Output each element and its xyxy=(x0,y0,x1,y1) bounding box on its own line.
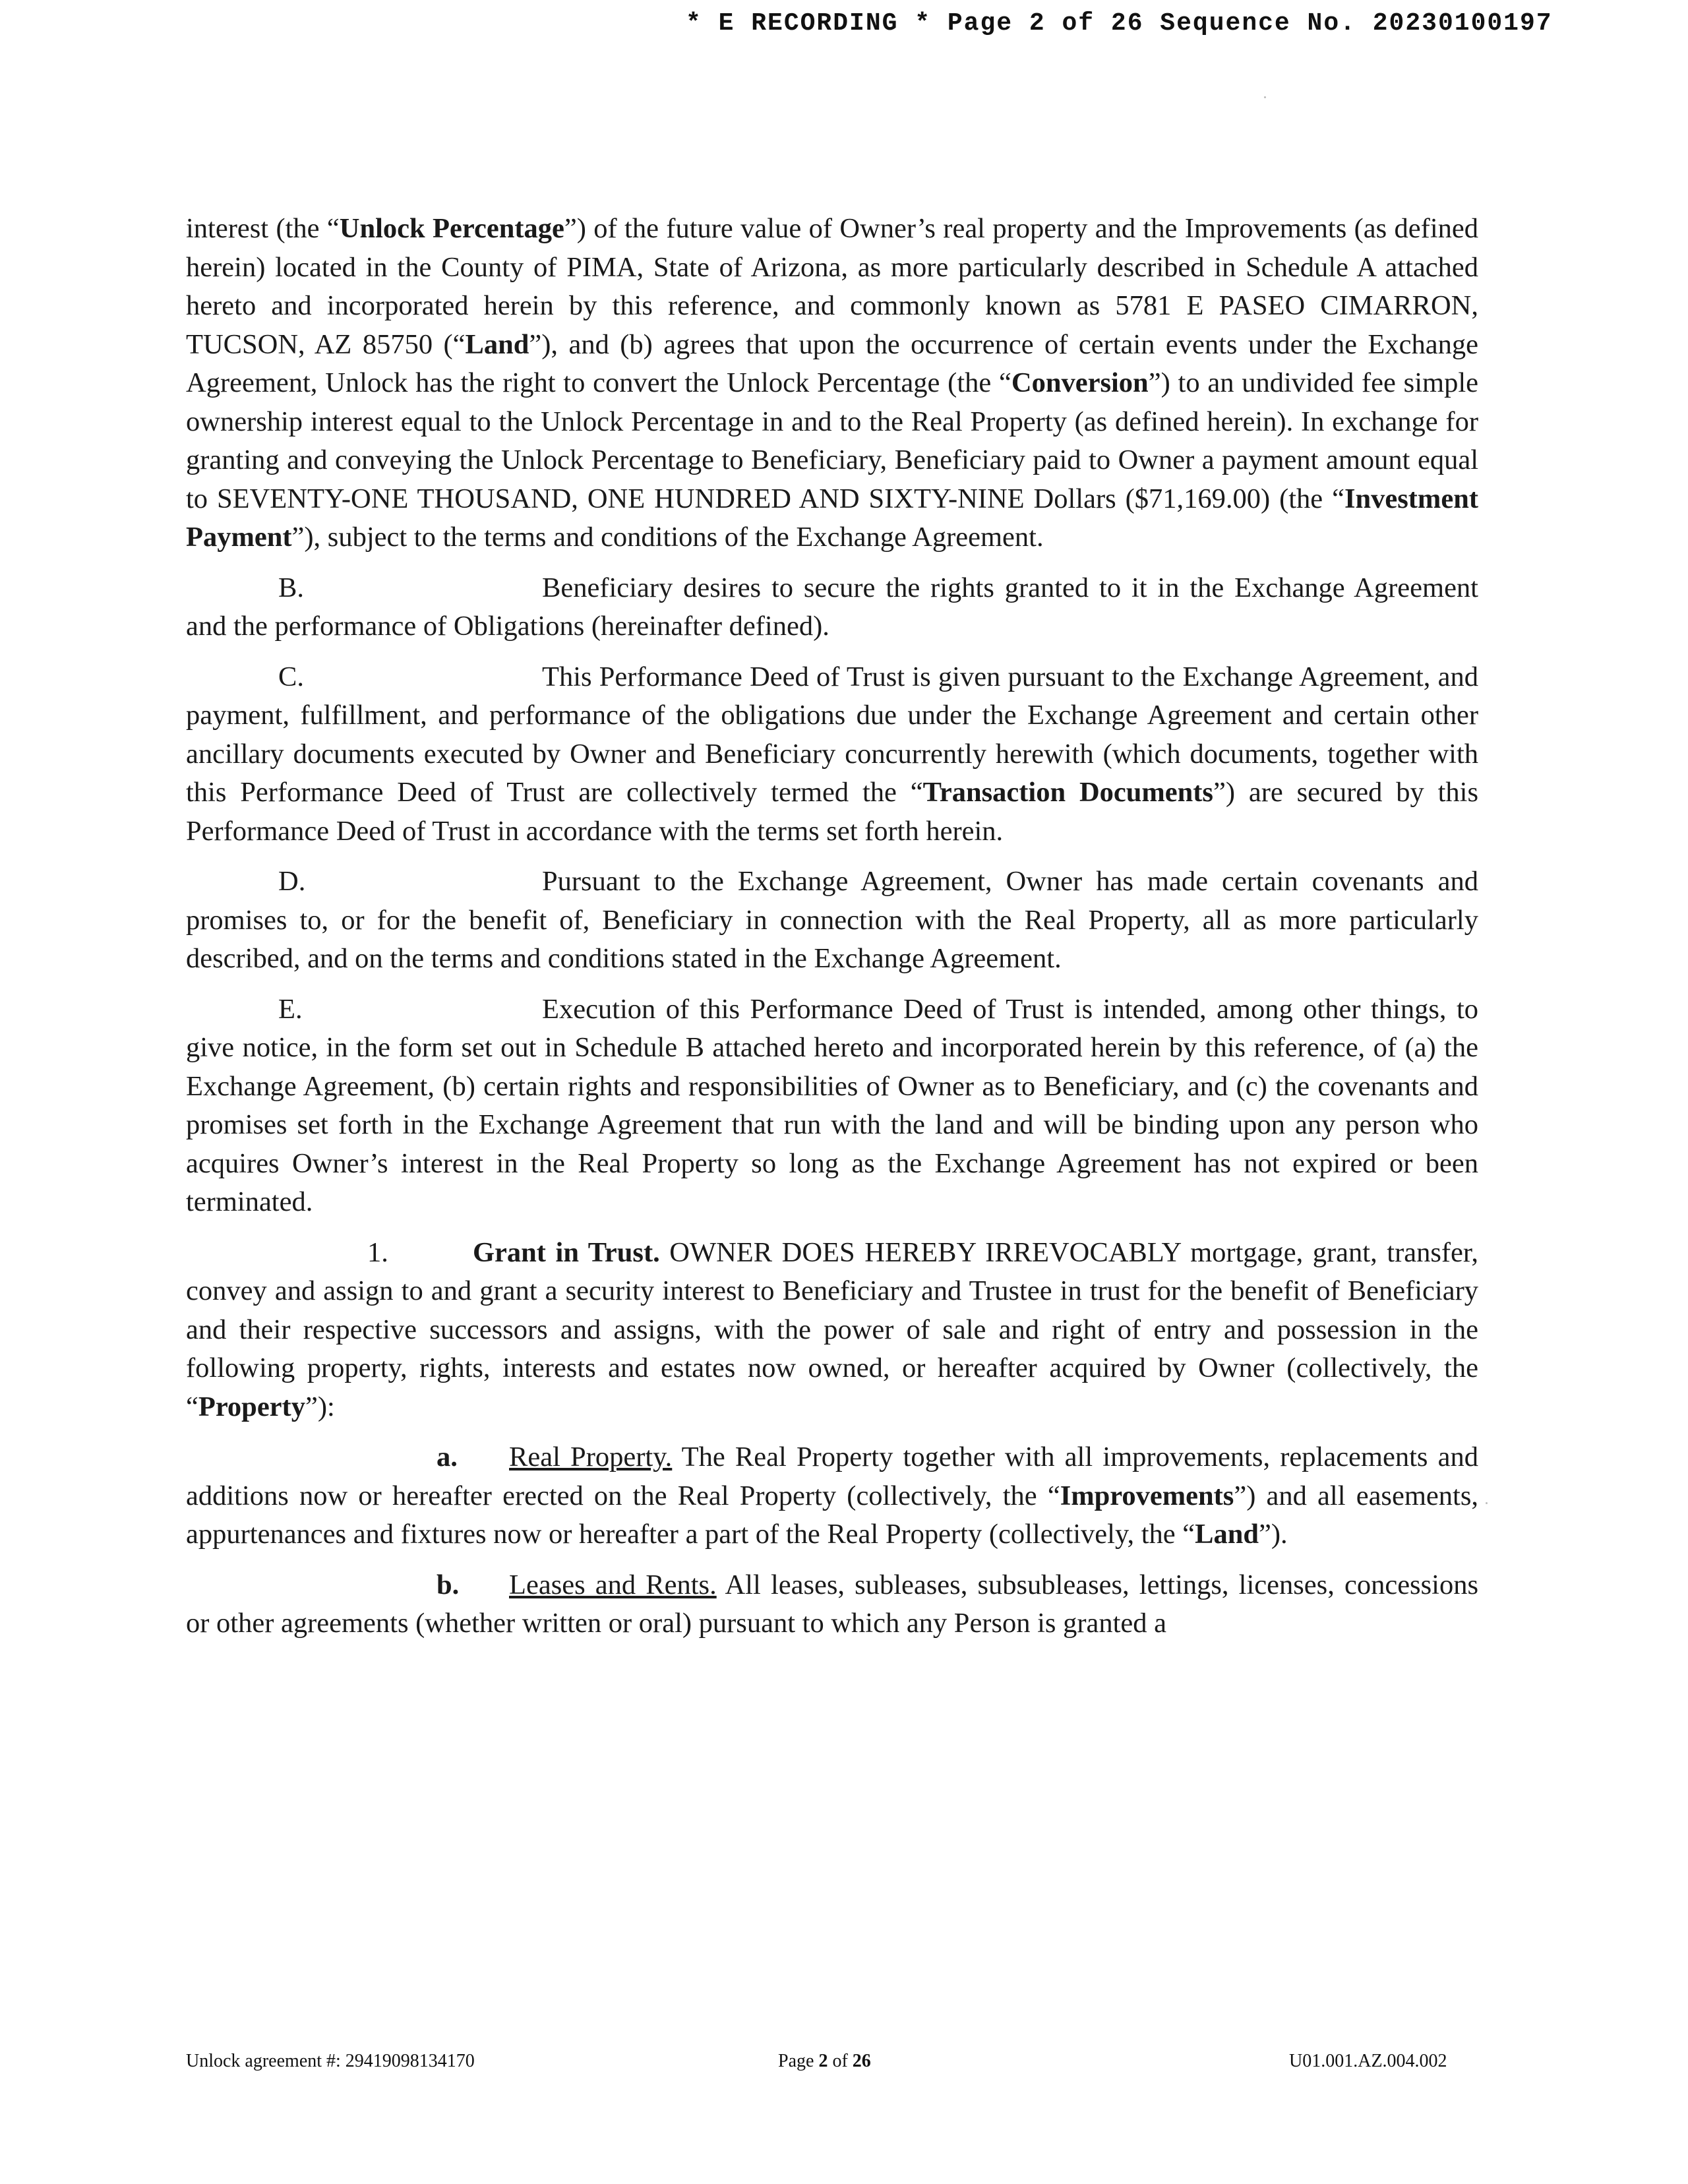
footer-agreement-number: Unlock agreement #: 29419098134170 xyxy=(186,2051,475,2071)
subsection-a-title: Real Property. xyxy=(509,1441,673,1472)
subsection-real-property: a. Real Property. The Real Property together with all improvements, replacements and additions now or hereafter erected on the Real Property (collectively, the “Improvements”) and all easements, appurtenances and fixtures now or hereafter a part of the Real Property (collectively, the “Land”). xyxy=(186,1438,1478,1554)
paragraph-b: B. Beneficiary desires to secure the rights granted to it in the Exchange Agreement and the performance of Obligations (hereinafter defined). xyxy=(186,569,1478,646)
document-body xyxy=(186,210,1478,1655)
paragraph-c: C. This Performance Deed of Trust is given pursuant to the Exchange Agreement, and payment, fulfillment, and performance of the obligations due under the Exchange Agreement and certain other ancillary documents executed by Owner and Beneficiary concurrently herewith (which documents, together with this Performance Deed of Trust are collectively termed the “Transaction Documents”) are secured by this Performance Deed of Trust in accordance with the terms set forth herein. xyxy=(186,658,1478,851)
term-investment-payment: Investment Payment xyxy=(186,483,1478,553)
term-conversion: Conversion xyxy=(1011,367,1149,398)
scan-speck xyxy=(1486,1502,1488,1504)
footer-page-number: Page 2 of 26 xyxy=(778,2051,871,2071)
paragraph-d-label: D. xyxy=(278,866,306,897)
subsection-leases-rents: b. Leases and Rents. All leases, subleases, subsubleases, lettings, licenses, concessions or other agreements (whether written or oral) pursuant to which any Person is granted a xyxy=(186,1566,1478,1643)
paragraph-b-label: B. xyxy=(278,572,304,603)
subsection-a-label: a. xyxy=(437,1441,458,1472)
paragraph-e: E. Execution of this Performance Deed of Trust is intended, among other things, to give notice, in the form set out in Schedule B attached hereto and incorporated herein by this reference, of (a) the Exchange Agreement, (b) certain rights and responsibilities of Owner as to Beneficiary, and (c) the covenants and promises set forth in the Exchange Agreement that run with the land and will be binding upon any person who acquires Owner’s interest in the Real Property so long as the Exchange Agreement has not expired or been terminated. xyxy=(186,990,1478,1222)
paragraph-a-continued: interest (the “Unlock Percentage”) of the future value of Owner’s real property and the Improvements (as defined herein) located in the County of PIMA, State of Arizona, as more particularly described in Schedule A attached hereto and incorporated herein by this reference, and commonly known as 5781 E PASEO CIMARRON, TUCSON, AZ 85750 (“Land”), and (b) agrees that upon the occurrence of certain events under the Exchange Agreement, Unlock has the right to convert the Unlock Percentage (the “Conversion”) to an undivided fee simple ownership interest equal to the Unlock Percentage in and to the Real Property (as defined herein). In exchange for granting and conveying the Unlock Percentage to Beneficiary, Beneficiary paid to Owner a payment amount equal to SEVENTY-ONE THOUSAND, ONE HUNDRED AND SIXTY-NINE Dollars ($71,169.00) (the “Investment Payment”), subject to the terms and conditions of the Exchange Agreement. xyxy=(186,213,1479,553)
section-number: 1. xyxy=(367,1236,388,1268)
term-improvements: Improvements xyxy=(1060,1480,1234,1511)
term-land: Land xyxy=(465,328,529,360)
paragraph-c-label: C. xyxy=(278,661,304,692)
subsection-b-title: Leases and Rents. xyxy=(509,1569,717,1600)
subsection-b-label: b. xyxy=(437,1569,460,1600)
paragraph-d: D. Pursuant to the Exchange Agreement, Owner has made certain covenants and promises to, or for the benefit of, Beneficiary in connection with the Real Property, all as more particularly described, and on the terms and conditions stated in the Exchange Agreement. xyxy=(186,863,1478,979)
footer-document-code: U01.001.AZ.004.002 xyxy=(1289,2051,1447,2071)
recording-stamp: * E RECORDING * Page 2 of 26 Sequence No. 20230100197 xyxy=(686,9,1553,38)
paragraph-e-label: E. xyxy=(278,993,303,1025)
section-grant-in-trust: 1. Grant in Trust. OWNER DOES HEREBY IRREVOCABLY mortgage, grant, transfer, convey and assign to and grant a security interest to Beneficiary and Trustee in trust for the benefit of Beneficiary and their respective successors and assigns, with the power of sale and right of entry and possession in the following property, rights, interests and estates now owned, or hereafter acquired by Owner (collectively, the “Property”): xyxy=(186,1234,1478,1427)
term-property: Property xyxy=(198,1391,305,1422)
term-land-2: Land xyxy=(1195,1519,1259,1550)
scan-speck xyxy=(1264,96,1266,98)
term-transaction-documents: Transaction Documents xyxy=(922,777,1213,808)
section-heading: Grant in Trust. xyxy=(473,1236,660,1268)
term-unlock-percentage: Unlock Percentage xyxy=(339,213,564,244)
